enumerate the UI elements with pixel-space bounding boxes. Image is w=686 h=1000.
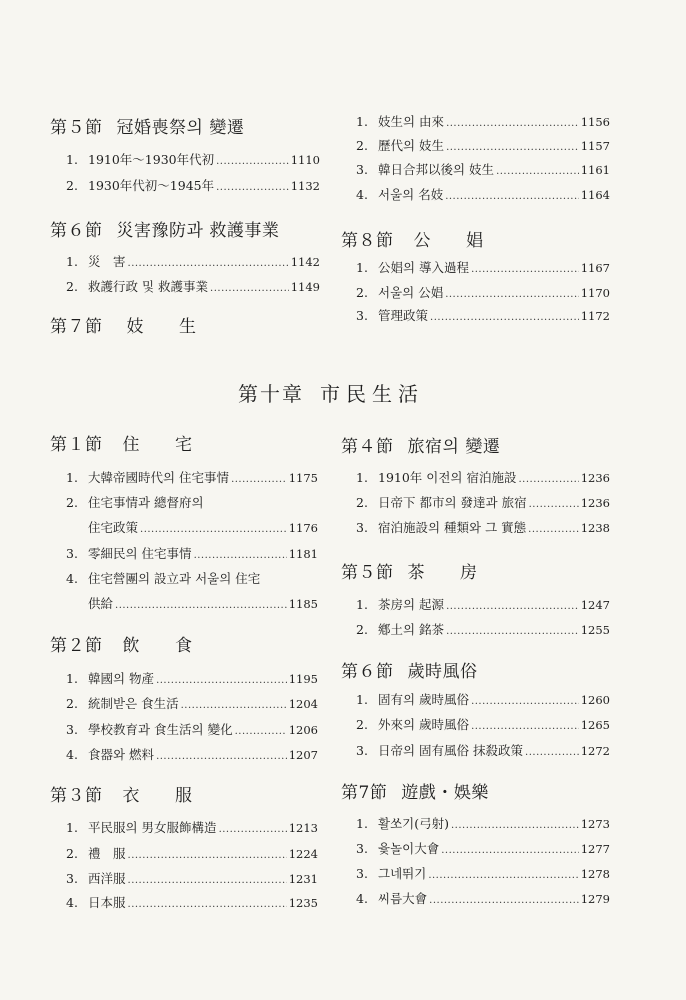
leader-dots [471, 719, 579, 735]
section-heading [50, 631, 193, 656]
entry-title: 1910年〜1930年代初 [88, 152, 215, 167]
entry-title: 활쏘기(弓射) [378, 816, 449, 831]
leader-dots [231, 472, 287, 488]
entry-number: 1. [66, 470, 78, 485]
leader-dots [445, 287, 579, 303]
entry-number: 4. [356, 187, 368, 202]
section-title: 衣 服 [122, 786, 193, 806]
toc-entry[interactable] [356, 717, 610, 733]
chapter-heading [238, 378, 424, 407]
section-number: 第５節 [50, 118, 103, 138]
leader-dots [128, 873, 287, 889]
page-number: 1157 [580, 139, 610, 153]
entry-title: 妓生의 由來 [378, 114, 445, 129]
entry-number: 3. [356, 520, 368, 535]
leader-dots [428, 868, 578, 884]
entry-title: 歷代의 妓生 [378, 138, 445, 153]
entry-number: 2. [66, 178, 78, 193]
toc-entry[interactable] [356, 260, 610, 276]
leader-dots [235, 724, 287, 740]
section-title: 茶 房 [407, 563, 478, 583]
entry-title: 宿泊施設의 種類와 그 實態 [378, 520, 527, 535]
toc-entry[interactable] [66, 696, 318, 712]
entry-number: 1. [356, 260, 368, 275]
page-number: 1161 [580, 163, 610, 177]
toc-entry[interactable] [66, 279, 320, 295]
section-number: 第２節 [50, 636, 103, 656]
toc-entry[interactable] [356, 162, 610, 178]
toc-entry-first-line[interactable] [66, 571, 260, 587]
toc-entry[interactable] [66, 152, 320, 168]
entry-number: 4. [66, 571, 78, 586]
entry-title: 災 害 [88, 254, 126, 269]
section-heading [50, 113, 244, 138]
entry-title: 씨름大會 [378, 891, 428, 906]
entry-title: 日帝下 都市의 發達과 旅宿 [378, 495, 527, 510]
entry-number: 2. [356, 285, 368, 300]
entry-number: 1. [356, 470, 368, 485]
entry-title: 1910年 이전의 宿泊施設 [378, 470, 517, 485]
entry-number: 2. [356, 138, 368, 153]
page-number: 1231 [288, 872, 318, 886]
toc-entry-first-line[interactable] [66, 495, 204, 511]
leader-dots [496, 164, 579, 180]
entry-number: 1. [356, 816, 368, 831]
section-number: 第３節 [50, 786, 103, 806]
page-number: 1272 [580, 744, 610, 758]
entry-title: 住宅事情과 總督府의 [88, 495, 204, 510]
leader-dots [181, 698, 287, 714]
leader-dots [441, 843, 578, 859]
page-number: 1238 [580, 521, 610, 535]
page-number: 1213 [288, 821, 318, 835]
page-number: 1175 [288, 471, 318, 485]
section-title: 公 娼 [413, 231, 484, 251]
entry-number: 3. [356, 308, 368, 323]
section-number: 第８節 [341, 231, 394, 251]
section-number: 第７節 [50, 317, 103, 337]
section-title: 旅宿의 變遷 [407, 437, 501, 457]
toc-entry[interactable] [356, 308, 610, 324]
entry-title: 1930年代初〜1945年 [88, 178, 215, 193]
entry-number: 2. [66, 846, 78, 861]
entry-title: 公娼의 導入過程 [378, 260, 470, 275]
toc-entry[interactable] [356, 816, 610, 832]
chapter-title: 市民生活 [320, 382, 424, 406]
page-number: 1260 [580, 693, 610, 707]
toc-entry[interactable] [356, 743, 610, 759]
leader-dots [115, 598, 287, 614]
toc-entry[interactable] [356, 114, 610, 130]
leader-dots [219, 822, 287, 838]
page-number: 1195 [288, 672, 318, 686]
toc-entry[interactable] [66, 747, 318, 763]
page-number: 1170 [580, 286, 610, 300]
entry-number: 2. [356, 717, 368, 732]
page-number: 1224 [288, 847, 318, 861]
entry-number: 1. [356, 597, 368, 612]
section-title: 妓 生 [126, 317, 197, 337]
entry-title: 食器와 燃料 [88, 747, 155, 762]
toc-entry[interactable] [66, 470, 318, 486]
entry-title: 統制받은 食生活 [88, 696, 179, 711]
entry-number: 1. [66, 152, 78, 167]
page-number: 1185 [288, 597, 318, 611]
leader-dots [471, 262, 579, 278]
section-heading [50, 430, 193, 455]
page-number: 1156 [580, 115, 610, 129]
entry-title: 學校教育과 食生活의 變化 [88, 722, 233, 737]
section-number: 第６節 [341, 662, 394, 682]
entry-number: 3. [356, 841, 368, 856]
entry-number: 3. [66, 871, 78, 886]
leader-dots [210, 281, 289, 297]
entry-title: 禮 服 [88, 846, 126, 861]
page-number: 1235 [288, 896, 318, 910]
entry-title: 윷놀이大會 [378, 841, 440, 856]
entry-title: 韓國의 物產 [88, 671, 155, 686]
entry-number: 3. [66, 546, 78, 561]
page-number: 1236 [580, 471, 610, 485]
toc-entry[interactable] [66, 546, 318, 562]
section-title: 遊戲・娛樂 [401, 783, 489, 803]
leader-dots [446, 599, 579, 615]
entry-title-continued: 供給 [88, 596, 114, 611]
page-number: 1247 [580, 598, 610, 612]
leader-dots [445, 189, 579, 205]
section-number: 第１節 [50, 435, 103, 455]
section-title: 冠婚喪祭의 變遷 [116, 118, 245, 138]
section-number: 第６節 [50, 221, 103, 241]
section-number: 第7節 [341, 783, 388, 803]
entry-title: 日本服 [88, 895, 126, 910]
toc-entry[interactable] [66, 820, 318, 836]
entry-number: 2. [66, 279, 78, 294]
section-heading [341, 558, 478, 583]
chapter-number: 第十章 [238, 382, 304, 406]
leader-dots [528, 522, 579, 538]
leader-dots [529, 497, 579, 513]
toc-entry[interactable] [356, 866, 610, 882]
page-number: 1273 [580, 817, 610, 831]
page-number: 1206 [288, 723, 318, 737]
entry-title: 平民服의 男女服飾構造 [88, 820, 217, 835]
section-heading [341, 226, 484, 251]
leader-dots [430, 310, 579, 326]
toc-entry[interactable] [356, 470, 610, 486]
section-number: 第５節 [341, 563, 394, 583]
entry-number: 2. [66, 495, 78, 510]
page-number: 1278 [580, 867, 610, 881]
entry-title: 零細民의 住宅事情 [88, 546, 192, 561]
section-heading [50, 216, 279, 241]
toc-entry[interactable] [356, 520, 610, 536]
page-number: 1176 [288, 521, 318, 535]
leader-dots [216, 154, 289, 170]
page-number: 1110 [290, 153, 320, 167]
page-number: 1149 [290, 280, 320, 294]
toc-entry[interactable] [66, 722, 318, 738]
toc-entry[interactable] [66, 254, 320, 270]
entry-title: 外來의 歲時風俗 [378, 717, 470, 732]
entry-title: 固有의 歲時風俗 [378, 692, 470, 707]
leader-dots [216, 180, 289, 196]
leader-dots [156, 749, 287, 765]
toc-entry[interactable] [356, 285, 610, 301]
leader-dots [429, 893, 579, 909]
toc-entry[interactable] [356, 841, 610, 857]
page-number: 1164 [580, 188, 610, 202]
page-number: 1277 [580, 842, 610, 856]
page-number: 1132 [290, 179, 320, 193]
page-number: 1204 [288, 697, 318, 711]
page-number: 1207 [288, 748, 318, 762]
section-title: 住 宅 [122, 435, 193, 455]
leader-dots [128, 897, 287, 913]
leader-dots [446, 140, 579, 156]
entry-number: 2. [356, 495, 368, 510]
page-number: 1181 [288, 547, 318, 561]
entry-number: 2. [66, 696, 78, 711]
entry-title: 大韓帝國時代의 住宅事情 [88, 470, 230, 485]
toc-entry[interactable] [66, 671, 318, 687]
leader-dots [140, 522, 287, 538]
section-heading [50, 312, 197, 337]
toc-entry[interactable] [66, 178, 320, 194]
toc-entry[interactable] [88, 520, 318, 536]
page-number: 1265 [580, 718, 610, 732]
entry-title: 管理政策 [378, 308, 429, 323]
toc-entry[interactable] [356, 622, 610, 638]
leader-dots [128, 848, 287, 864]
entry-title: 서울의 公娼 [378, 285, 444, 300]
section-heading [341, 657, 478, 682]
leader-dots [446, 116, 579, 132]
entry-title-continued: 住宅政策 [88, 520, 139, 535]
toc-entry[interactable] [88, 596, 318, 612]
leader-dots [518, 472, 578, 488]
entry-number: 4. [66, 895, 78, 910]
toc-entry[interactable] [66, 895, 318, 911]
toc-entry[interactable] [356, 138, 610, 154]
section-title: 歲時風俗 [407, 662, 478, 682]
entry-number: 1. [356, 114, 368, 129]
entry-number: 2. [356, 622, 368, 637]
leader-dots [525, 745, 579, 761]
section-heading [341, 432, 500, 457]
entry-number: 4. [356, 891, 368, 906]
page-number: 1167 [580, 261, 610, 275]
page-number: 1142 [290, 255, 320, 269]
section-heading [50, 781, 193, 806]
entry-number: 1. [66, 254, 78, 269]
entry-title: 韓日合邦以後의 妓生 [378, 162, 495, 177]
entry-number: 3. [356, 162, 368, 177]
toc-entry[interactable] [66, 846, 318, 862]
entry-number: 1. [66, 671, 78, 686]
toc-entry[interactable] [66, 871, 318, 887]
section-title: 災害豫防과 救護事業 [116, 221, 280, 241]
section-number: 第４節 [341, 437, 394, 457]
page-number: 1279 [580, 892, 610, 906]
leader-dots [156, 673, 287, 689]
leader-dots [471, 694, 579, 710]
entry-number: 1. [356, 692, 368, 707]
leader-dots [451, 818, 579, 834]
entry-title: 鄕土의 銘茶 [378, 622, 445, 637]
entry-number: 3. [356, 743, 368, 758]
leader-dots [194, 548, 287, 564]
page-number: 1172 [580, 309, 610, 323]
entry-title: 서울의 名妓 [378, 187, 444, 202]
section-title: 飲 食 [122, 636, 193, 656]
section-heading [341, 778, 489, 803]
entry-title: 救護行政 및 救護事業 [88, 279, 209, 294]
entry-number: 1. [66, 820, 78, 835]
toc-entry[interactable] [356, 891, 610, 907]
toc-entry[interactable] [356, 187, 610, 203]
entry-title: 日帝의 固有風俗 抹殺政策 [378, 743, 524, 758]
entry-number: 4. [66, 747, 78, 762]
entry-title: 茶房의 起源 [378, 597, 445, 612]
leader-dots [446, 624, 579, 640]
page-number: 1236 [580, 496, 610, 510]
toc-entry[interactable] [356, 692, 610, 708]
entry-title: 그네뛰기 [378, 866, 427, 881]
entry-number: 3. [66, 722, 78, 737]
entry-title: 西洋服 [88, 871, 126, 886]
leader-dots [128, 256, 289, 272]
entry-title: 住宅營團의 設立과 서울의 住宅 [88, 571, 261, 586]
page-number: 1255 [580, 623, 610, 637]
toc-entry[interactable] [356, 495, 610, 511]
entry-number: 3. [356, 866, 368, 881]
toc-entry[interactable] [356, 597, 610, 613]
